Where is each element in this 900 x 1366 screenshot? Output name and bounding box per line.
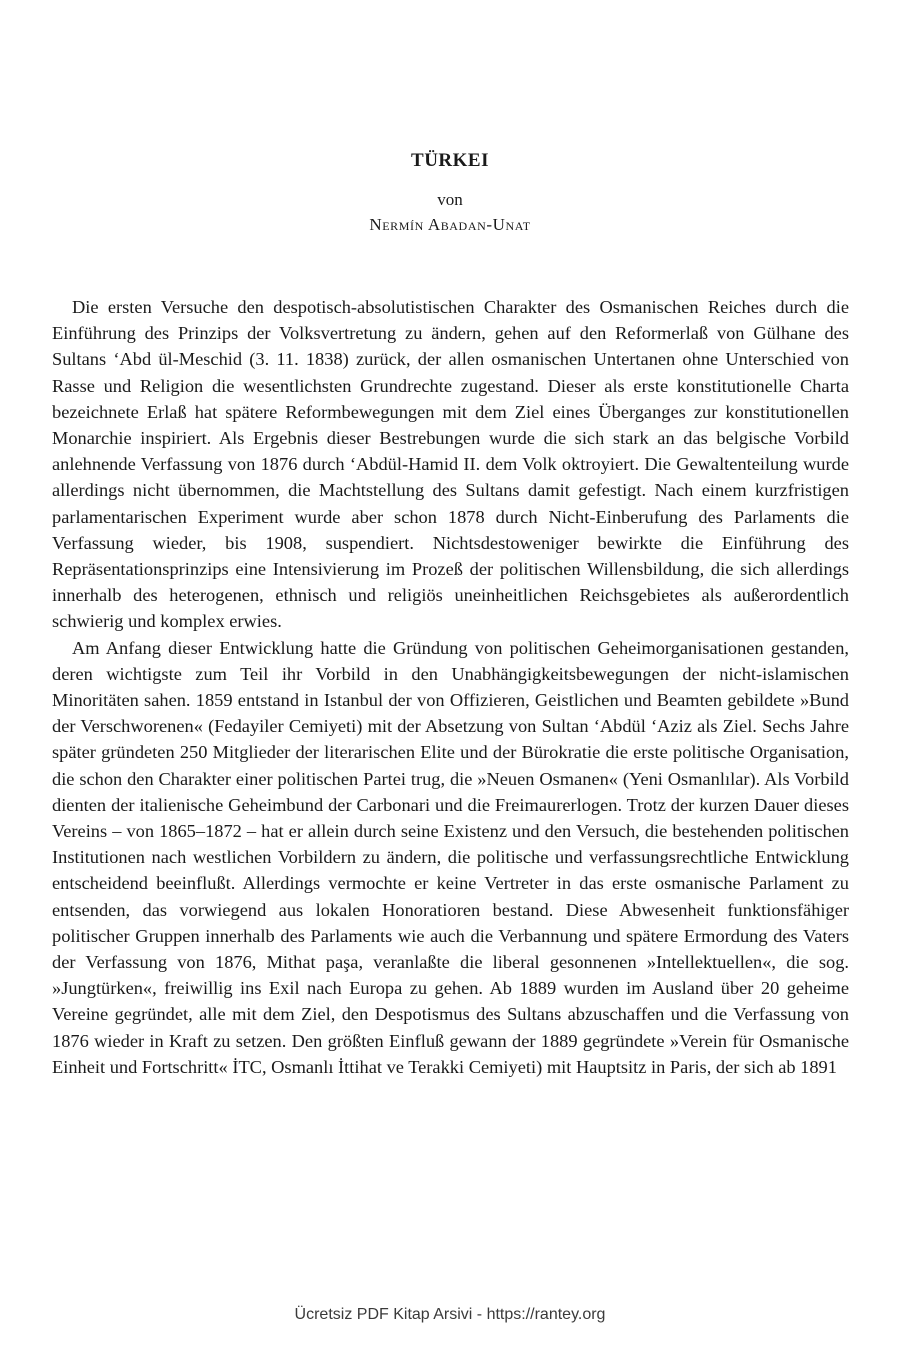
paragraph-1: Die ersten Versuche den despotisch-absolutistischen Charakter des Osmanischen Reiches durch die Einführung des Prinzips der Volksvertretung zu ändern, gehen auf den Reformerlaß von Gülhane des Sultans ‘Abd ül-Meschid (3. 11. 1838) zurück, der allen osmanischen Untertanen ohne Unterschied von Rasse und Religion die wesentlichsten Grundrechte zugestand. Dieser als erste konstitutionelle Charta bezeichnete Erlaß hat spätere Reformbewegungen mit dem Ziel eines Überganges zur konstitutionellen Monarchie inspiriert. Als Ergebnis dieser Bestrebungen wurde die sich stark an das belgische Vorbild anlehnende Verfassung von 1876 durch ‘Abdül-Hamid II. dem Volk oktroyiert. Die Gewaltenteilung wurde allerdings nicht übernommen, die Machtstellung des Sultans damit gefestigt. Nach einem kurzfristigen parlamentarischen Experiment wurde aber schon 1878 durch Nicht-Einberufung des Parlaments die Verfassung wieder, bis 1908, suspendiert. Nichtsdestoweniger bewirkte die Einführung des Repräsentationsprinzips eine Intensivierung im Prozeß der politischen Willensbildung, die sich allerdings innerhalb des heterogenen, ethnisch und religiös uneinheitlichen Reichsgebietes als außerordentlich schwierig und komplex erwies. [52,297,849,632]
paragraph-2: Am Anfang dieser Entwicklung hatte die Gründung von politischen Geheimorganisationen gestanden, deren wichtigste zum Teil ihr Vorbild in den Unabhängigkeitsbewegungen der nicht-islamischen Minoritäten sahen. 1859 entstand in Istanbul der von Offizieren, Geistlichen und Beamten gebildete »Bund der Verschworenen« (Fedayiler Cemiyeti) mit der Absetzung von Sultan ‘Abdül ‘Aziz als Ziel. Sechs Jahre später gründeten 250 Mitglieder der literarischen Elite und der Bürokratie die erste politische Organisation, die schon den Charakter einer politischen Partei trug, die »Neuen Osmanen« (Yeni Osmanlılar). Als Vorbild dienten der italienische Geheimbund der Carbonari und die Freimaurerlogen. Trotz der kurzen Dauer dieses Vereins – von 1865–1872 – hat er allein durch seine Existenz und den Versuch, die bestehenden politischen Institutionen nach westlichen Vorbildern zu ändern, die politische und verfassungsrechtliche Entwicklung entscheidend beeinflußt. Allerdings vermochte er keine Vertreter in das erste osmanische Parlament zu entsenden, das vorwiegend aus lokalen Honoratioren bestand. Diese Abwesenheit funktionsfähiger politischer Gruppen innerhalb des Parlaments wie auch die Verbannung und spätere Ermordung des Vaters der Verfassung von 1876, Mithat paşa, veranlaßte die liberal gesonnenen »Intellektuellen«, die sog. »Jungtürken«, freiwillig ins Exil nach Europa zu gehen. Ab 1889 wurden im Ausland über 20 geheime Vereine gegründet, alle mit dem Ziel, den Despotismus des Sultans abzuschaffen und die Verfassung von 1876 wieder in Kraft zu setzen. Den größten Einfluß gewann der 1889 gegründete »Verein für Osmanische Einheit und Fortschritt« İTC, Osmanlı İttihat ve Terakki Cemiyeti) mit Hauptsitz in Paris, der sich ab 1891 [52,637,849,1077]
footer-watermark: Ücretsiz PDF Kitap Arsivi - https://rantey.org [294,1306,606,1323]
page-title: TÜRKEI [411,150,489,171]
author-name: Nermín Abadan-Unat [369,215,531,234]
byline-von: von [437,190,463,209]
body-text [52,294,849,1080]
